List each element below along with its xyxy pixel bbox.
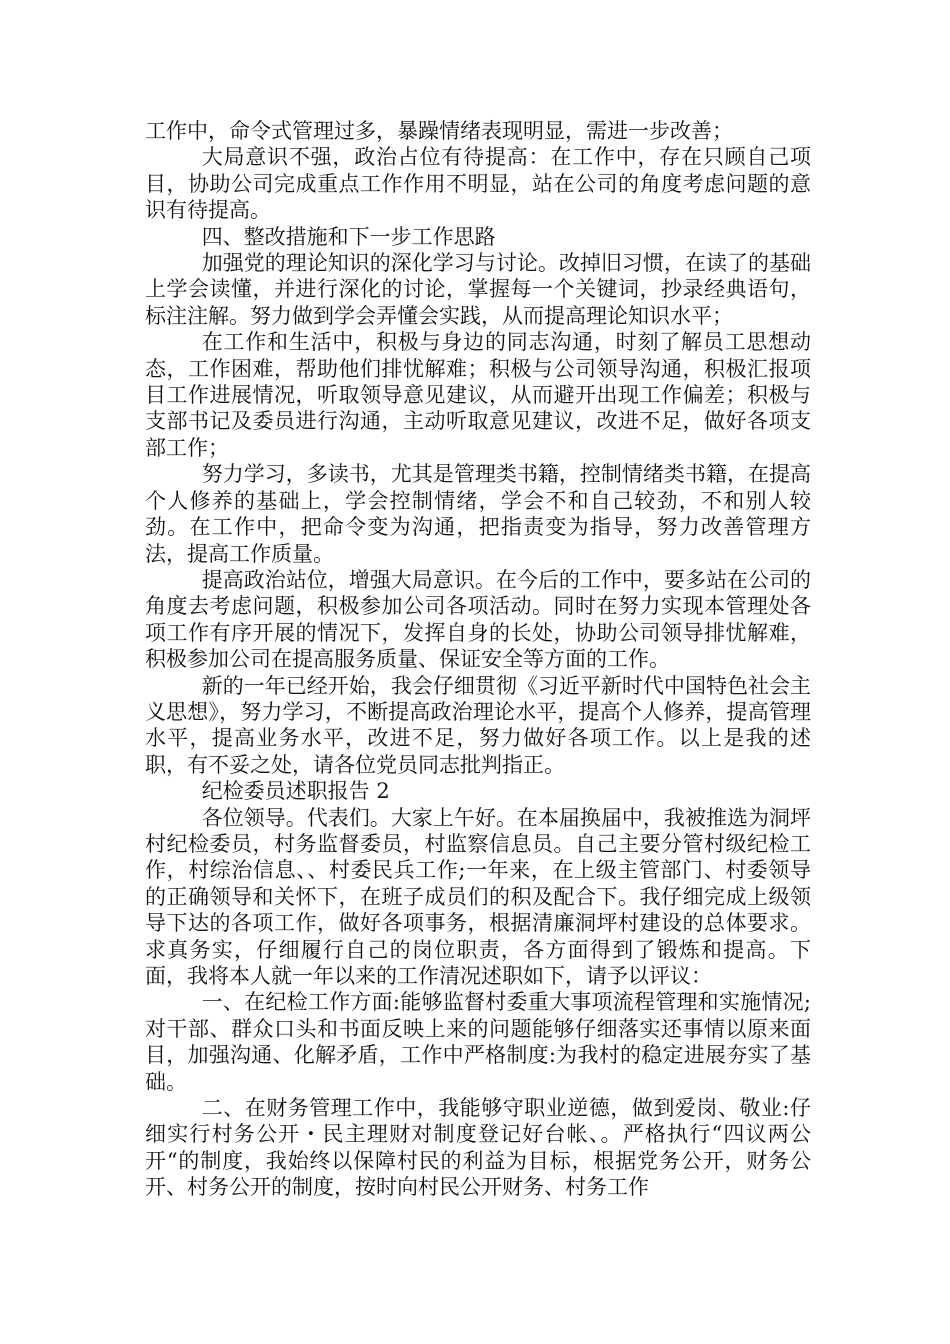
paragraph-new-year: 新的一年已经开始，我会仔细贯彻《习近平新时代中国特色社会主义思想》，努力学习，不断提高政治理论水平，提高个人修养，提高管理水平，提高业务水平，改进不足，努力做好各项工作。以上是我的述职，有不妥之处，请各位党员同志批判指正。 [145,673,811,777]
paragraph-theory-study: 加强党的理论知识的深化学习与讨论。改掉旧习惯，在读了的基础上学会读懂，并进行深化的讨论，掌握每一个关键词，抄录经典语句，标注注解。努力做到学会弄懂会实践，从而提高理论知识水平； [145,251,811,328]
paragraph-self-study: 努力学习，多读书，尤其是管理类书籍，控制情绪类书籍，在提高个人修养的基础上，学会控制情绪，学会不和自己较劲，不和别人较劲。在工作中，把命令变为沟通，把指责变为指导，努力改善管理方法，提高工作质量。 [145,462,811,566]
paragraph-continuation: 工作中，命令式管理过多，暴躁情绪表现明显，需进一步改善； [145,119,733,143]
paragraph-big-picture: 大局意识不强，政治占位有待提高：在工作中，存在只顾自己项目，协助公司完成重点工作作用不明显，站在公司的角度考虑问题的意识有待提高。 [145,145,811,223]
section-heading-rectification: 四、整改措施和下一步工作思路 [201,224,496,249]
report-title-2: 纪检委员述职报告 2 [201,779,390,804]
paragraph-communication: 在工作和生活中，积极与身边的同志沟通，时刻了解员工思想动态，工作困难，帮助他们排忧解难；积极与公司领导沟通，积极汇报项目工作进展情况，听取领导意见建议，从而避开出现工作偏差；积极与支部书记及委员进行沟通，主动听取意见建议，改进不足，做好各项支部工作； [145,330,811,460]
document-page [145,118,811,1201]
paragraph-greeting: 各位领导。代表们。大家上午好。在本届换届中，我被推选为洞坪村纪检委员，村务监督委员，村监察信息员。自己主要分管村级纪检工作，村综治信息、、村委民兵工作;一年来，在上级主管部门、村委领导的正确领导和关怀下，在班子成员们的积及配合下。我仔细完成上级领导下达的各项工作，做好各项事务，根据清廉洞坪村建设的总体要求。求真务实，仔细履行自己的岗位职责，各方面得到了锻炼和提高。下面，我将本人就一年以来的工作清况述职如下，请予以评议： [145,805,811,988]
paragraph-discipline-work: 一、在纪检工作方面:能够监督村委重大事项流程管理和实施情况;对干部、群众口头和书面反映上来的问题能够仔细落实还事情以原来面目，加强沟通、化解矛盾，工作中严格制度:为我村的稳定进展夯实了基础。 [145,990,811,1094]
paragraph-finance-work: 二、在财务管理工作中，我能够守职业逆德，做到爱岗、敬业:仔细实行村务公开・民主理财对制度登记好台帐、。严格执行“四议两公开“的制度，我始终以保障村民的利益为目标，根据党务公开，财务公开、村务公开的制度，按时向村民公开财务、村务工作 [145,1096,811,1200]
paragraph-political-standing: 提高政治站位，增强大局意识。在今后的工作中，要多站在公司的角度去考虑问题，积极参加公司各项活动。同时在努力实现本管理处各项工作有序开展的情况下，发挥自身的长处，协助公司领导排忧解难，积极参加公司在提高服务质量、保证安全等方面的工作。 [145,567,811,672]
